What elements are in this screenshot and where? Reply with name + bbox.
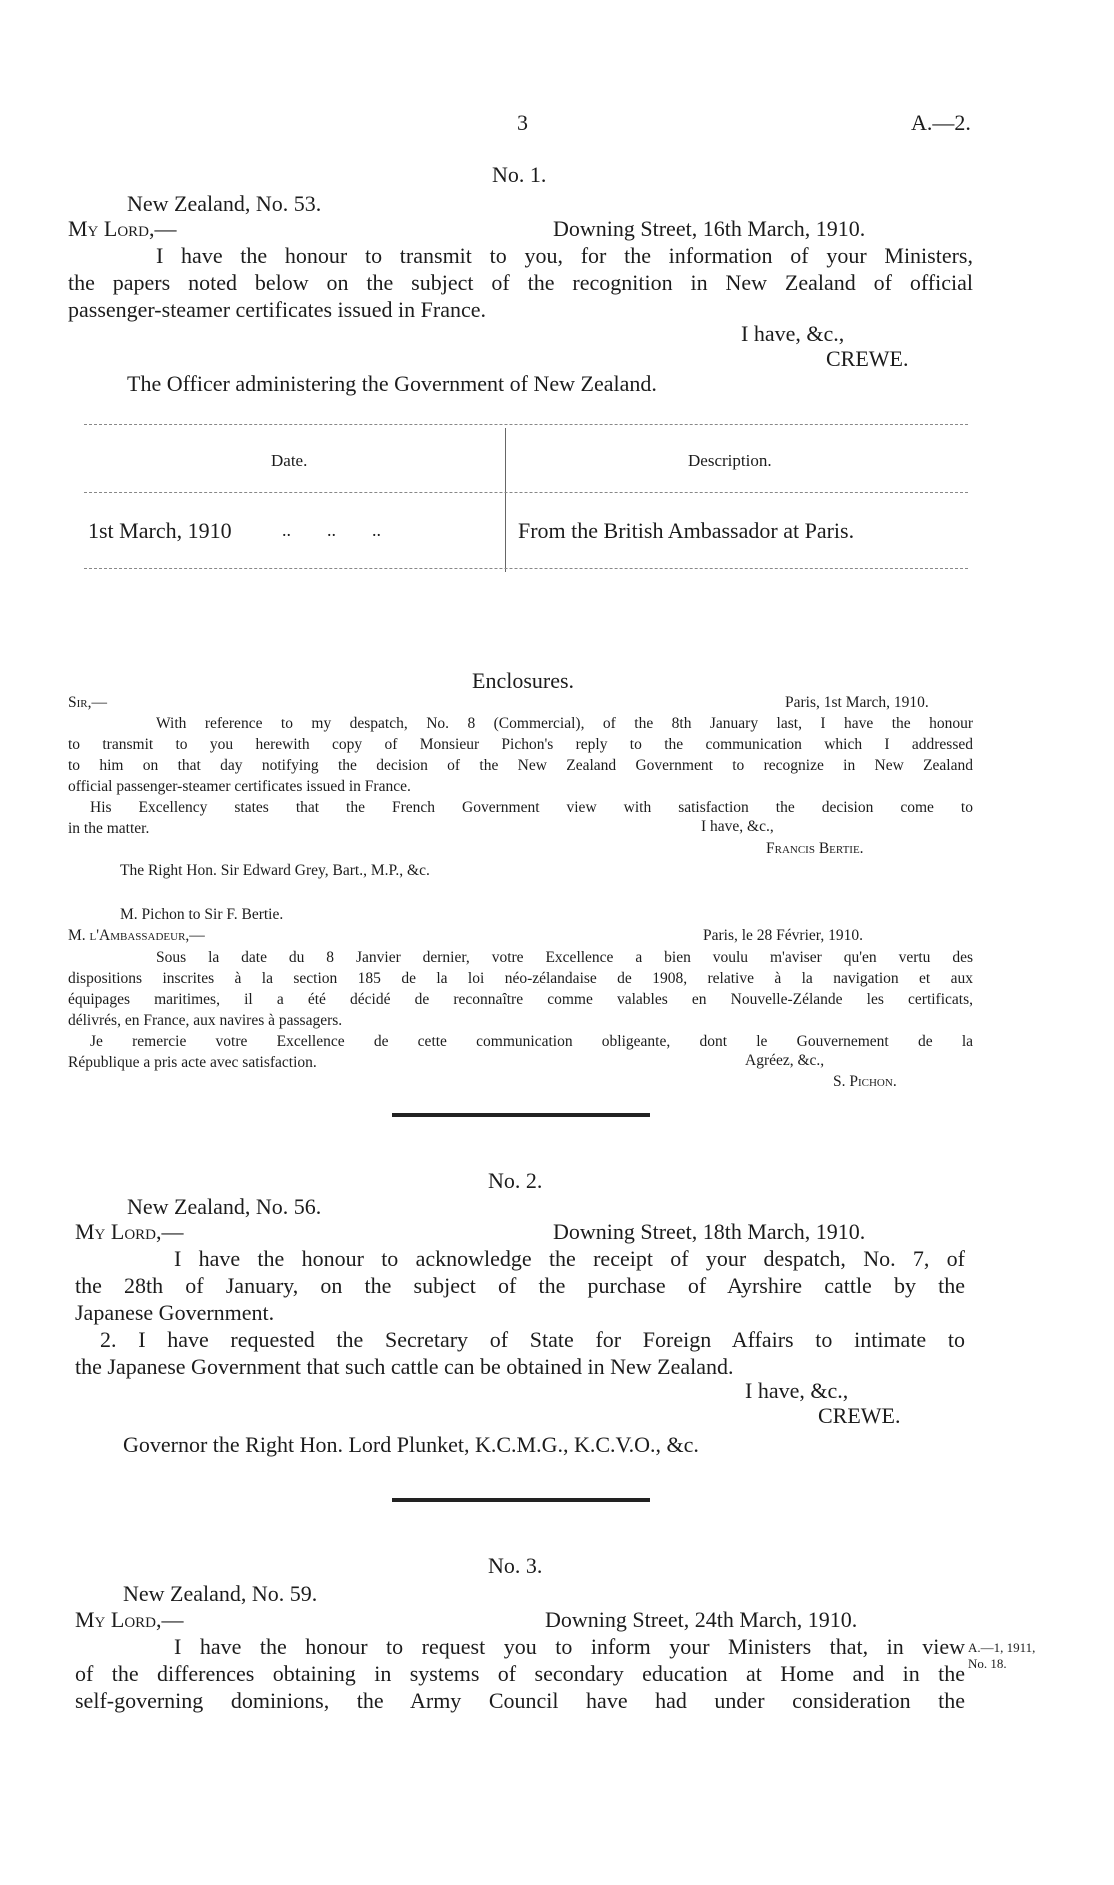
letter2-p1-line2: the 28th of January, on the subject of the purchase of Ayrshire cattle by the <box>75 1273 965 1298</box>
table-header-description: Description. <box>688 451 772 470</box>
section-divider-1 <box>392 1113 650 1117</box>
letter1-number: No. 1. <box>492 162 547 187</box>
letter2-closing: I have, &c., <box>745 1378 849 1403</box>
letter3-p1-line3: self-governing dominions, the Army Council have had under consideration the <box>75 1688 965 1713</box>
enc1-closing: I have, &c., <box>701 818 774 835</box>
enc2-place-date: Paris, le 28 Février, 1910. <box>703 927 863 944</box>
letter2-ref: New Zealand, No. 56. <box>127 1194 322 1219</box>
table-bottom-rule <box>84 568 968 569</box>
page-number: 3 <box>517 110 528 135</box>
letter2-p2-line2: the Japanese Government that such cattle can be obtained in New Zealand. <box>75 1354 734 1379</box>
enc1-p2-line2: in the matter. <box>68 820 150 837</box>
enc2-signature: S. Pichon. <box>833 1073 897 1090</box>
enc1-body <box>68 713 973 839</box>
letter1-signature: CREWE. <box>826 346 909 371</box>
enc2-body <box>68 947 973 1073</box>
enc2-p2-line1: Je remercie votre Excellence de cette communication obligeante, dont le Gouvernement de la <box>90 1033 973 1050</box>
letter2-signature: CREWE. <box>818 1403 901 1428</box>
letter1-salutation: My Lord,— <box>68 216 177 241</box>
enc2-heading: M. Pichon to Sir F. Bertie. <box>120 906 284 923</box>
table-cell-leader: .. .. .. <box>282 520 381 540</box>
enc1-p1-line4: official passenger-steamer certificates issued in France. <box>68 778 411 795</box>
enc2-p2-line2: République a pris acte avec satisfaction. <box>68 1054 317 1071</box>
letter2-body <box>75 1245 965 1380</box>
letter1-body <box>68 242 973 323</box>
enc2-p1-line1: Sous la date du 8 Janvier dernier, votre Excellence a bien voulu m'aviser qu'en vertu des <box>156 949 973 966</box>
enc2-p1-line2: dispositions inscrites à la section 185 de la loi néo-zélandaise de 1908, relative à la navigation et aux <box>68 970 973 987</box>
enc1-p1-line2: to transmit to you herewith copy of Monsieur Pichon's reply to the communication which I addressed <box>68 736 973 753</box>
enclosures-title: Enclosures. <box>472 668 575 693</box>
letter2-p2-line1: 2. I have requested the Secretary of State for Foreign Affairs to intimate to <box>100 1327 965 1352</box>
enc2-p1-line3: équipages maritimes, il a été décidé de reconnaître comme valables en Nouvelle-Zélande les certificats, <box>68 991 973 1008</box>
letter3-ref: New Zealand, No. 59. <box>123 1581 318 1606</box>
table-header-rule <box>84 492 968 493</box>
letter2-p1-line1: I have the honour to acknowledge the receipt of your despatch, No. 7, of <box>174 1246 965 1271</box>
section-divider-2 <box>392 1498 650 1502</box>
letter3-p1-line2: of the differences obtaining in systems of secondary education at Home and in the <box>75 1661 965 1686</box>
table-cell-date: 1st March, 1910 <box>88 518 232 543</box>
letter3-margin-note <box>968 1640 1035 1672</box>
enc2-p1-line4: délivrés, en France, aux navires à passagers. <box>68 1012 343 1029</box>
letter3-salutation: My Lord,— <box>75 1607 184 1632</box>
letter1-closing: I have, &c., <box>741 321 845 346</box>
enc2-salutation: M. l'Ambassadeur,— <box>68 927 205 944</box>
table-cell-description: From the British Ambassador at Paris. <box>518 518 855 543</box>
letter3-number: No. 3. <box>488 1553 543 1578</box>
enc1-signature: Francis Bertie. <box>766 840 864 857</box>
letter1-addressee: The Officer administering the Government of New Zealand. <box>127 371 657 396</box>
letter1-body-line1: I have the honour to transmit to you, for the information of your Ministers, <box>156 243 973 268</box>
table-column-divider <box>505 428 506 572</box>
margin-note-line1: A.—1, 1911, <box>968 1640 1036 1655</box>
enc1-addressee: The Right Hon. Sir Edward Grey, Bart., M.P., &c. <box>120 862 430 879</box>
letter2-place-date: Downing Street, 18th March, 1910. <box>553 1219 866 1244</box>
letter1-place-date: Downing Street, 16th March, 1910. <box>553 216 866 241</box>
letter3-body <box>75 1633 965 1714</box>
letter2-p1-line3: Japanese Government. <box>75 1300 275 1325</box>
letter1-body-line2: the papers noted below on the subject of the recognition in New Zealand of official <box>68 270 973 295</box>
enc1-p1-line1: With reference to my despatch, No. 8 (Commercial), of the 8th January last, I have the honour <box>156 715 973 732</box>
table-header-date: Date. <box>271 451 308 470</box>
enc1-place-date: Paris, 1st March, 1910. <box>785 694 929 711</box>
letter3-p1-line1: I have the honour to request you to inform your Ministers that, in view <box>174 1634 965 1659</box>
enc1-p2-line1: His Excellency states that the French Government view with satisfaction the decision come to <box>90 799 973 816</box>
margin-note-line2: No. 18. <box>968 1656 1007 1671</box>
enc2-closing: Agréez, &c., <box>745 1052 825 1069</box>
enc1-salutation: Sir,— <box>68 694 107 711</box>
enc1-p1-line3: to him on that day notifying the decision of the New Zealand Government to recognize in New Zealand <box>68 757 973 774</box>
table-top-rule <box>84 424 968 425</box>
letter1-body-line3: passenger-steamer certificates issued in France. <box>68 297 486 322</box>
letter2-number: No. 2. <box>488 1168 543 1193</box>
document-reference: A.—2. <box>911 110 971 135</box>
letter1-ref: New Zealand, No. 53. <box>127 191 322 216</box>
letter3-place-date: Downing Street, 24th March, 1910. <box>545 1607 858 1632</box>
letter2-addressee: Governor the Right Hon. Lord Plunket, K.C.M.G., K.C.V.O., &c. <box>123 1432 699 1457</box>
letter2-salutation: My Lord,— <box>75 1219 184 1244</box>
